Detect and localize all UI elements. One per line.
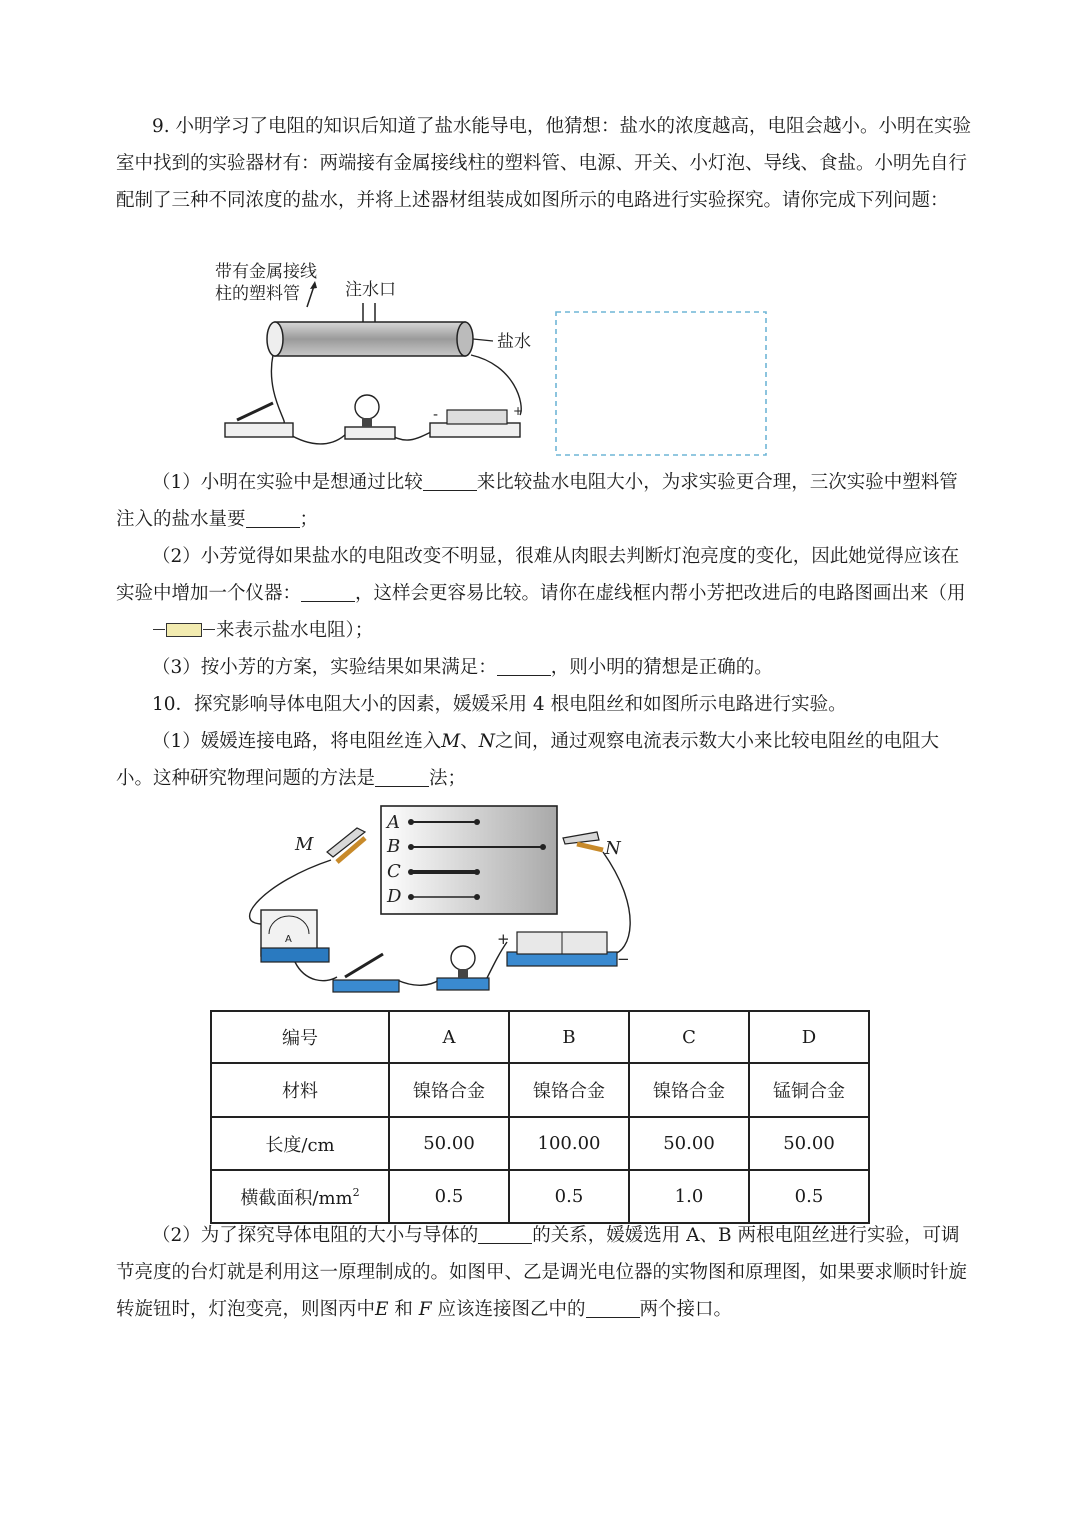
table-cell: 横截面积$/mm^2$ — [211, 1170, 389, 1223]
table-row — [211, 1170, 869, 1223]
drawing-answer-box — [556, 312, 766, 455]
q9-part2: （2）小芳觉得如果盐水的电阻改变不明显，很难从肉眼去判断灯泡亮度的变化，因此她觉得应该在实验中增加一个仪器： ，这样会更容易比较。请你在虚线框内帮小芳把改进后的电路图画出来（用来表示盐水电阻）； — [116, 546, 966, 641]
table-row — [211, 1117, 869, 1170]
q9-intro: 9. 小明学习了电阻的知识后知道了盐水能导电，他猜想：盐水的浓度越高，电阻会越小。小明在实验室中找到的实验器材有：两端接有金属接线柱的塑料管、电源、开关、小灯泡、导线、食盐。小明先自行配制了三种不同浓度的盐水，并将上述器材组装成如图所示的电路进行实验探究。请你完成下列问题： — [116, 116, 972, 211]
table-cell: 50.00 — [749, 1117, 869, 1170]
table-cell: 1.0 — [629, 1170, 749, 1223]
answer-blank — [586, 1297, 640, 1318]
table-cell: 镍铬合金 — [509, 1063, 629, 1117]
resistor-symbol-icon — [166, 623, 202, 637]
table-cell: 0.5 — [509, 1170, 629, 1223]
tube-left-end — [267, 322, 283, 356]
answer-blank — [478, 1223, 532, 1244]
q10-circuit-figure — [225, 802, 645, 1000]
q10-part2: （2）为了探究导体电阻的大小与导体的 的关系，媛媛选用 A、B 两根电阻丝进行实验，可调节亮度的台灯就是利用这一原理制成的。如图甲、乙是调光电位器的实物图和原理图，如果要求顺时针旋转旋钮时，灯泡变亮，则图丙中E 和 F 应该连接图乙中的 两个接口。 — [116, 1225, 968, 1320]
answer-blank — [301, 581, 355, 602]
answer-blank — [246, 507, 300, 528]
battery-holder — [430, 423, 520, 437]
wire-label-a: A — [387, 812, 400, 833]
bulb-base — [345, 427, 395, 439]
table-cell: 0.5 — [749, 1170, 869, 1223]
label-tube-line2: 柱的塑料管 — [215, 284, 300, 304]
superscript: 2 — [352, 1185, 360, 1199]
label-saltwater: 盐水 — [497, 332, 531, 352]
table-cell: 锰铜合金 — [749, 1063, 869, 1117]
q9-part1: （1）小明在实验中是想通过比较 来比较盐水电阻大小，为求实验更合理，三次实验中塑料管注入的盐水量要 ； — [116, 472, 958, 530]
ammeter-label: A — [285, 934, 292, 945]
clip-label-n: N — [605, 838, 621, 859]
clip-label-m: M — [295, 834, 314, 855]
tube-right-end — [457, 322, 473, 356]
wire-label-d: D — [387, 886, 402, 907]
answer-blank — [497, 655, 551, 676]
table-row — [211, 1063, 869, 1117]
switch-lever — [237, 403, 273, 420]
clip-n-handle — [577, 844, 603, 850]
battery-plus: + — [513, 404, 524, 418]
bulb-socket — [458, 969, 468, 978]
q9-circuit-figure — [215, 255, 785, 465]
bulb-icon — [451, 946, 475, 970]
wire-tube-to-switch — [271, 355, 284, 423]
table-cell: 50.00 — [629, 1117, 749, 1170]
table-cell: 50.00 — [389, 1117, 509, 1170]
table-cell: 镍铬合金 — [629, 1063, 749, 1117]
table-cell: 100.00 — [509, 1117, 629, 1170]
battery-minus: − — [617, 950, 630, 968]
arrow-head-icon — [310, 281, 317, 289]
battery-minus: - — [433, 407, 439, 423]
resistance-wire-table — [210, 1010, 870, 1224]
table-cell: 编号 — [211, 1011, 389, 1063]
saltwater-pointer — [473, 339, 493, 341]
answer-blank — [423, 470, 477, 491]
battery-plus: + — [497, 930, 510, 948]
wire-ammeter-to-switch — [295, 962, 337, 981]
table-cell: A — [389, 1011, 509, 1063]
table-cell: C — [629, 1011, 749, 1063]
q10-intro: 10．探究影响导体电阻大小的因素，媛媛采用 4 根电阻丝和如图所示电路进行实验。 — [152, 694, 847, 715]
battery-cells — [447, 410, 507, 424]
wire-label-c: C — [387, 861, 401, 882]
bulb-icon — [355, 395, 379, 419]
answer-blank — [375, 766, 429, 787]
q9-part3: （3）按小芳的方案，实验结果如果满足： ，则小明的猜想是正确的。 — [152, 657, 773, 678]
table-cell: 材料 — [211, 1063, 389, 1117]
table-cell: 镍铬合金 — [389, 1063, 509, 1117]
clip-n-icon — [563, 832, 599, 844]
switch-lever — [345, 954, 383, 977]
switch-base — [333, 980, 399, 992]
q10-part1: （1）媛媛连接电路，将电阻丝连入M、N之间，通过观察电流表示数大小来比较电阻丝的电阻大小。这种研究物理问题的方法是 法； — [116, 731, 939, 789]
table-cell: B — [509, 1011, 629, 1063]
wire-switch-to-bulb — [287, 433, 347, 444]
plastic-tube — [275, 322, 465, 356]
table-cell: D — [749, 1011, 869, 1063]
wire-label-b: B — [387, 836, 401, 857]
ammeter-base — [261, 948, 329, 962]
wire-switch-to-bulb — [397, 980, 439, 985]
switch-base — [225, 423, 293, 437]
table-row — [211, 1011, 869, 1063]
bulb-base — [437, 978, 489, 990]
bulb-socket — [362, 418, 372, 427]
table-cell: 0.5 — [389, 1170, 509, 1223]
label-inlet: 注水口 — [345, 280, 396, 300]
label-tube-line1: 带有金属接线 — [215, 262, 317, 282]
table-cell: 长度/cm — [211, 1117, 389, 1170]
